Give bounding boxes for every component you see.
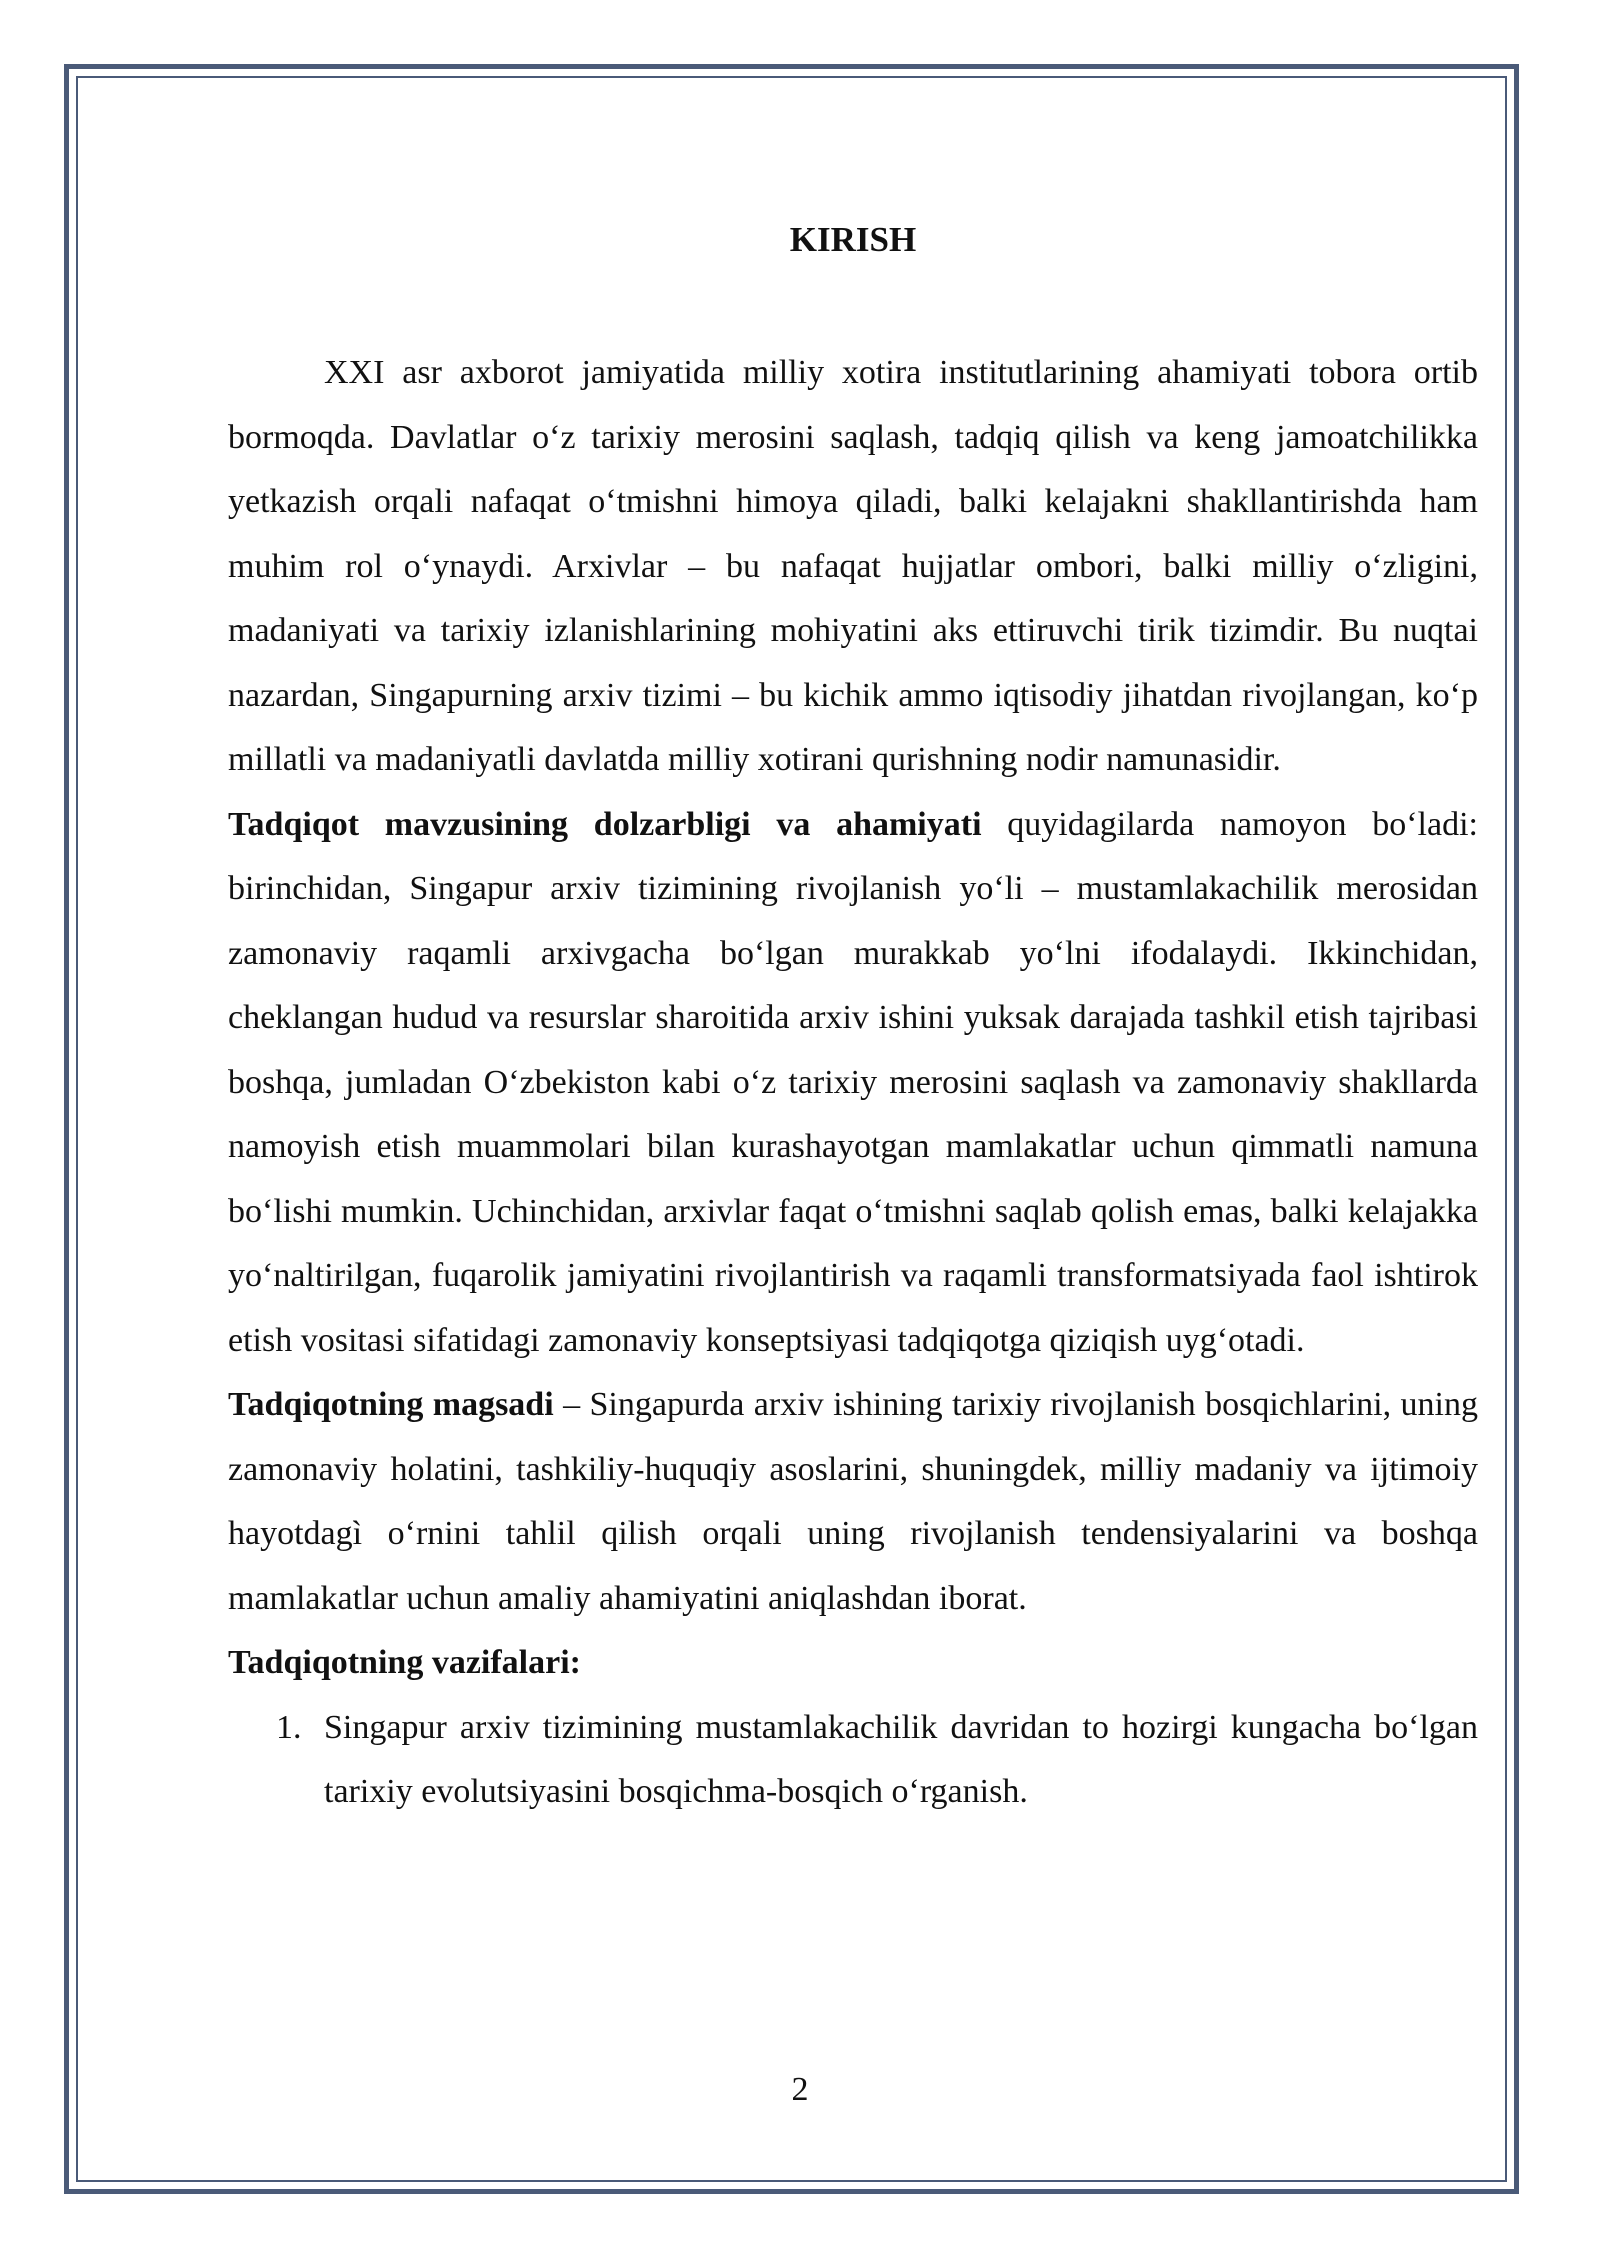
list-item	[228, 1696, 1478, 1825]
goal-text: – Singapurda arxiv ishining tarixiy rivojlanish bosqichlarini, uning zamonaviy holatini, tashkiliy-huquqiy asoslarini, shuningdek, milliy madaniy va ijtimoiy hayotdagì o‘rnini tahlil qilish orqali uning rivojlanish tendensiyalarini va boshqa mamlakatlar uchun amaliy ahamiyatini aniqlashdan iborat.	[228, 1386, 1478, 1617]
list-item-text: Singapur arxiv tizimining mustamlakachilik davridan to hozirgi kungacha bo‘lgan tarixiy evolutsiyasini bosqichma-bosqich o‘rganish.	[324, 1708, 1478, 1810]
relevance-paragraph	[228, 793, 1478, 1374]
goal-paragraph	[228, 1373, 1478, 1631]
page-title: KIRISH	[789, 220, 917, 259]
relevance-text: quyidagilarda namoyon bo‘ladi: birinchidan, Singapur arxiv tizimining rivojlanish yo‘li – mustamlakachilik merosidan zamonaviy raqamli arxivgacha bo‘lgan murakkab yo‘lni ifodalaydi. Ikkinchidan, cheklangan hudud va resurslar sharoitida arxiv ishini yuksak darajada tashkil etish tajribasi boshqa, jumladan O‘zbekiston kabi o‘z tarixiy merosini saqlash va zamonaviy shakllarda namoyish etish muammolari bilan kurashayotgan mamlakatlar uchun qimmatli namuna bo‘lishi mumkin. Uchinchidan, arxivlar faqat o‘tmishni saqlab qolish emas, balki kelajakka yo‘naltirilgan, fuqarolik jamiyatini rivojlantirish va raqamli transformatsiyada faol ishtirok etish vositasi sifatidagi zamonaviy konseptsiyasi tadqiqotga qiziqish uyg‘otadi.	[228, 805, 1478, 1359]
goal-heading: Tadqiqotning magsadi	[228, 1386, 554, 1423]
page-number: 2	[791, 2071, 809, 2108]
list-item-number: 1.	[276, 1708, 302, 1746]
tasks-heading: Tadqiqotning vazifalari:	[228, 1644, 581, 1681]
relevance-heading: Tadqiqot mavzusining dolzarbligi va ahamiyati	[228, 805, 982, 843]
tasks-list	[228, 1696, 1478, 1825]
intro-paragraph: XXI asr axborot jamiyatida milliy xotira institutlarining ahamiyati tobora ortib bormoqda. Davlatlar o‘z tarixiy merosini saqlash, tadqiq qilish va keng jamoatchilikka yetkazish orqali nafaqat o‘tmishni himoya qiladi, balki kelajakni shakllantirishda ham muhim rol o‘ynaydi. Arxivlar – bu nafaqat hujjatlar ombori, balki milliy o‘zligini, madaniyati va tarixiy izlanishlarining mohiyatini aks ettiruvchi tirik tizimdir. Bu nuqtai nazardan, Singapurning arxiv tizimi – bu kichik ammo iqtisodiy jihatdan rivojlangan, ko‘p millatli va madaniyatli davlatda milliy xotirani qurishning nodir namunasidir.	[228, 354, 1478, 778]
document-body	[228, 341, 1478, 1825]
